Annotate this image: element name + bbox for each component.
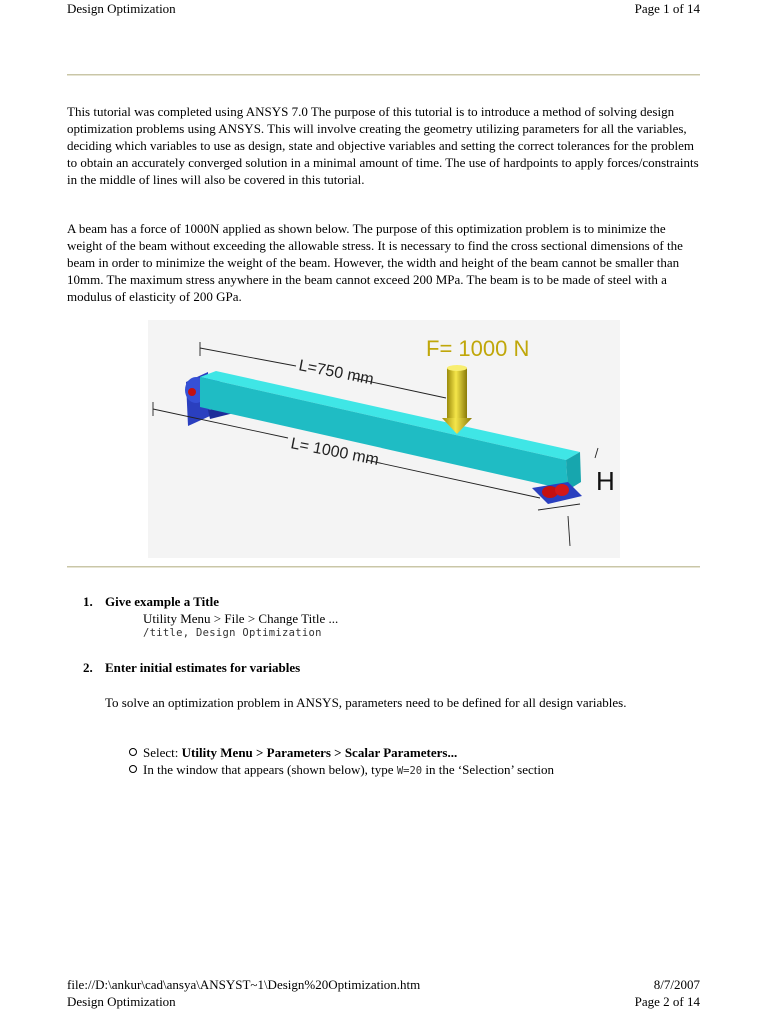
intro-paragraph-2: A beam has a force of 1000N applied as shown below. The purpose of this optimization problem is to minimize the weight of the beam without exceeding the allowable stress. It is necessary to find the cross sectional dimensions of the beam in order to minimize the weight of the beam. However, the width and height of the beam cannot be smaller than 10mm. The maximum stress anywhere in the beam cannot exceed 200 MPa. The beam is to be made of steel with a modulus of elasticity of 200 GPa.: [67, 221, 683, 304]
header-divider: [67, 74, 700, 76]
bullet-circle-icon: [129, 748, 137, 756]
bullet-1-menu-path: Utility Menu > Parameters > Scalar Parameters...: [181, 745, 458, 760]
bullet-2-prefix: In the window that appears (shown below), type: [143, 762, 397, 777]
bullet-2-suffix: in the ‘Selection’ section: [422, 762, 554, 777]
left-pin: [188, 388, 196, 396]
bullet-2-code: W=20: [396, 765, 423, 777]
length-750-label: L=750 mm: [297, 357, 376, 389]
page-header-title: Design Optimization: [67, 1, 176, 16]
footer-file-path: file://D:\ankur\cad\ansya\ANSYST~1\Design%20Optimization.htm: [67, 977, 421, 992]
footer-next-page: Page 2 of 14: [634, 994, 700, 1009]
beam-figure: [148, 320, 620, 558]
step-2-number: 2.: [83, 660, 93, 675]
force-label: F= 1000 N: [426, 336, 530, 361]
footer-date: 8/7/2007: [653, 977, 700, 992]
bullet-1-prefix: Select:: [143, 745, 182, 760]
figure-divider: [67, 566, 700, 568]
footer-next-title: Design Optimization: [67, 994, 176, 1009]
page-header-number: Page 1 of 14: [634, 1, 700, 16]
step-1-number: 1.: [83, 594, 93, 609]
beam: [200, 371, 581, 490]
intro-paragraph-1: This tutorial was completed using ANSYS 7.0 The purpose of this tutorial is to introduce a method of solving design optimization problems using ANSYS. This will involve creating the geometry utilizing parameters for all the variables, deciding which variables to use as design, state and objective variables and setting the correct tolerances for the problem to obtain an accurately converged solution in a minimal amount of time. The use of hardpoints to apply forces/constraints in the middle of lines will also be covered in this tutorial.: [67, 104, 699, 187]
step-1-title: Give example a Title: [105, 594, 219, 609]
step-1-command: /title, Design Optimization: [143, 627, 322, 639]
step-1-menu-path: Utility Menu > File > Change Title ...: [143, 611, 339, 626]
beam-diagram: [148, 320, 620, 558]
bullet-circle-icon: [129, 765, 137, 773]
step-2-title: Enter initial estimates for variables: [105, 660, 301, 675]
bullet-select-menu: [129, 745, 457, 761]
height-label: H: [596, 466, 615, 496]
bullet-type-w: [129, 762, 554, 779]
step-2-description: To solve an optimization problem in ANSYS, parameters need to be defined for all design variables.: [105, 695, 627, 710]
length-1000-label: L= 1000 mm: [289, 435, 381, 469]
